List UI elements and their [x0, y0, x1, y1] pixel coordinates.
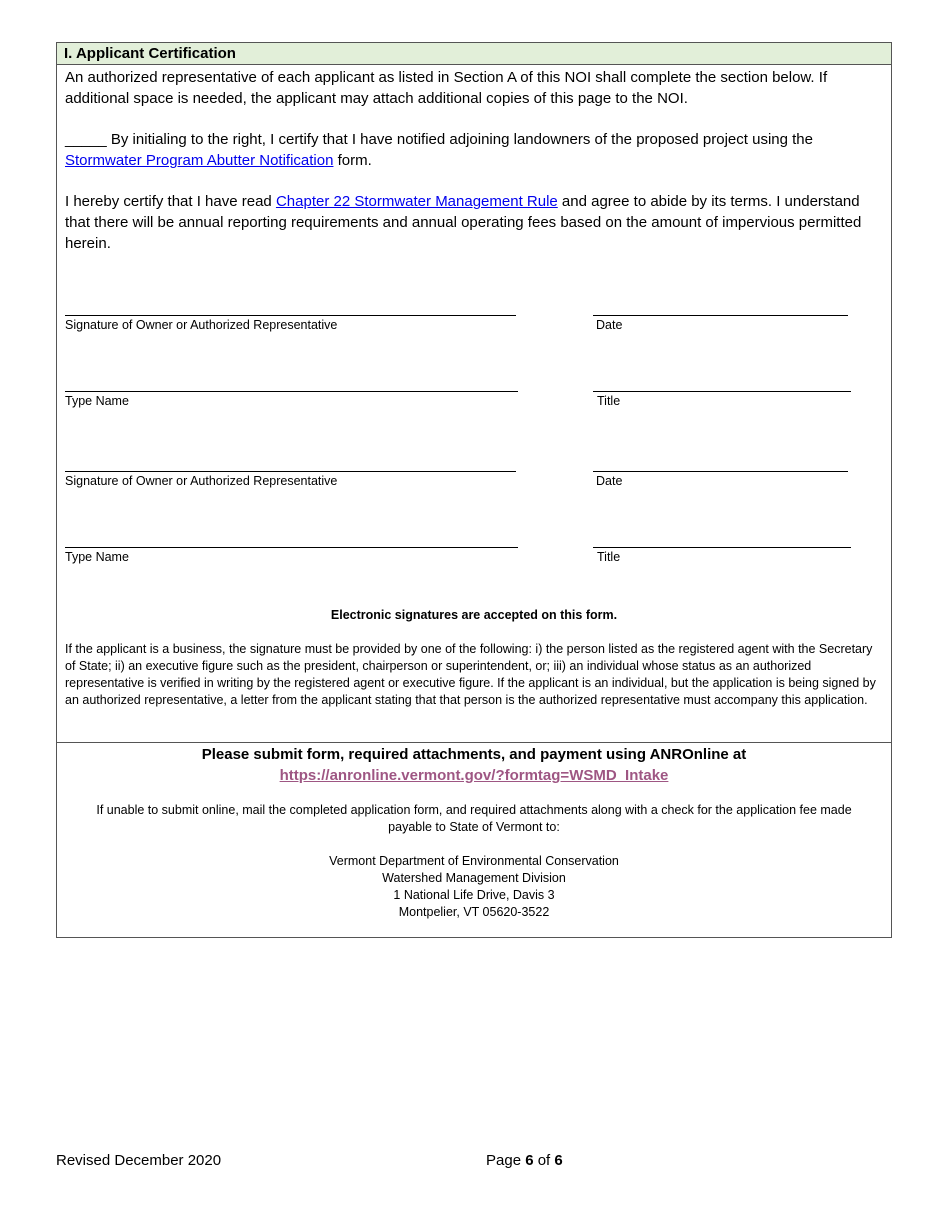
title-label-2: Title [597, 550, 621, 564]
submission-section [57, 743, 891, 921]
initial-blank[interactable]: _____ [65, 131, 107, 148]
signature-row-1 [65, 315, 885, 345]
revision-date: Revised December 2020 [56, 1152, 222, 1169]
type-name-row-1 [65, 391, 885, 421]
title-line-2[interactable] [593, 547, 851, 548]
signature-label-2: Signature of Owner or Authorized Representative [65, 474, 338, 488]
signature-row-2 [65, 471, 885, 501]
initial-text: By initialing to the right, I certify that I have notified adjoining landowners of the proposed project using the [106, 131, 813, 148]
esign-note: Electronic signatures are accepted on this form. [330, 608, 618, 622]
type-name-label-1: Type Name [65, 394, 129, 408]
signature-notes [65, 607, 883, 709]
anronline-link[interactable]: https://anronline.vermont.gov/?formtag=WSMD_Intake [279, 767, 669, 784]
initial-statement [65, 129, 883, 171]
certify-statement [65, 191, 883, 254]
title-line-1[interactable] [593, 391, 851, 392]
page-current: 6 [525, 1152, 534, 1169]
signature-line-2[interactable] [65, 471, 516, 472]
submit-headline: Please submit form, required attachments, and payment using ANROnline at [201, 746, 747, 763]
signature-line-1[interactable] [65, 315, 516, 316]
address-line: 1 National Life Drive, Davis 3 [393, 888, 555, 902]
address-line: Watershed Management Division [382, 871, 566, 885]
page-total: 6 [554, 1152, 563, 1169]
date-line-2[interactable] [593, 471, 848, 472]
date-label-2: Date [596, 474, 623, 488]
signature-label-1: Signature of Owner or Authorized Representative [65, 318, 338, 332]
certification-body [57, 65, 891, 254]
applicant-certification-form [56, 42, 892, 938]
certify-prefix: I hereby certify that I have read [65, 193, 276, 210]
address-line: Montpelier, VT 05620-3522 [398, 905, 550, 919]
page-of: of [533, 1152, 555, 1169]
certify-suffix: and agree to abide by its terms. I understand that there will be annual reporting requirements and annual operating fees based on the amount of impervious permitted herein. [65, 193, 862, 252]
intro-text: An authorized representative of each applicant as listed in Section A of this NOI shall complete the section below. If additional space is needed, the applicant may attach additional copies of this page to the NOI. [65, 69, 828, 107]
type-name-label-2: Type Name [65, 550, 129, 564]
type-name-line-1[interactable] [65, 391, 518, 392]
business-note: If the applicant is a business, the signature must be provided by one of the following: i) the person listed as the registered agent with the Secretary of State; ii) an executive figure such as the president, chairperson or superintendent, or; iii) an individual whose status as an authorized representative is verified in writing by the registered agent or executive figure. If the applicant is an individual, but the application is being signed by an authorized representative, a letter from the applicant stating that that person is the authorized representative must accompany this application. [65, 642, 876, 707]
type-name-line-2[interactable] [65, 547, 518, 548]
initial-suffix: form. [333, 152, 372, 169]
stormwater-rule-link[interactable]: Chapter 22 Stormwater Management Rule [275, 193, 558, 210]
page-number [486, 1152, 563, 1169]
address-line: Vermont Department of Environmental Conservation [329, 854, 619, 868]
section-header: I. Applicant Certification [57, 43, 891, 65]
date-label-1: Date [596, 318, 623, 332]
mailing-address [57, 853, 891, 921]
abutter-notification-link[interactable]: Stormwater Program Abutter Notification [65, 152, 334, 169]
mail-instructions: If unable to submit online, mail the completed application form, and required attachments along with a check for the application fee made payable to State of Vermont to: [96, 803, 852, 834]
date-line-1[interactable] [593, 315, 848, 316]
type-name-row-2 [65, 547, 885, 577]
page-prefix: Page [486, 1152, 526, 1169]
title-label-1: Title [597, 394, 621, 408]
